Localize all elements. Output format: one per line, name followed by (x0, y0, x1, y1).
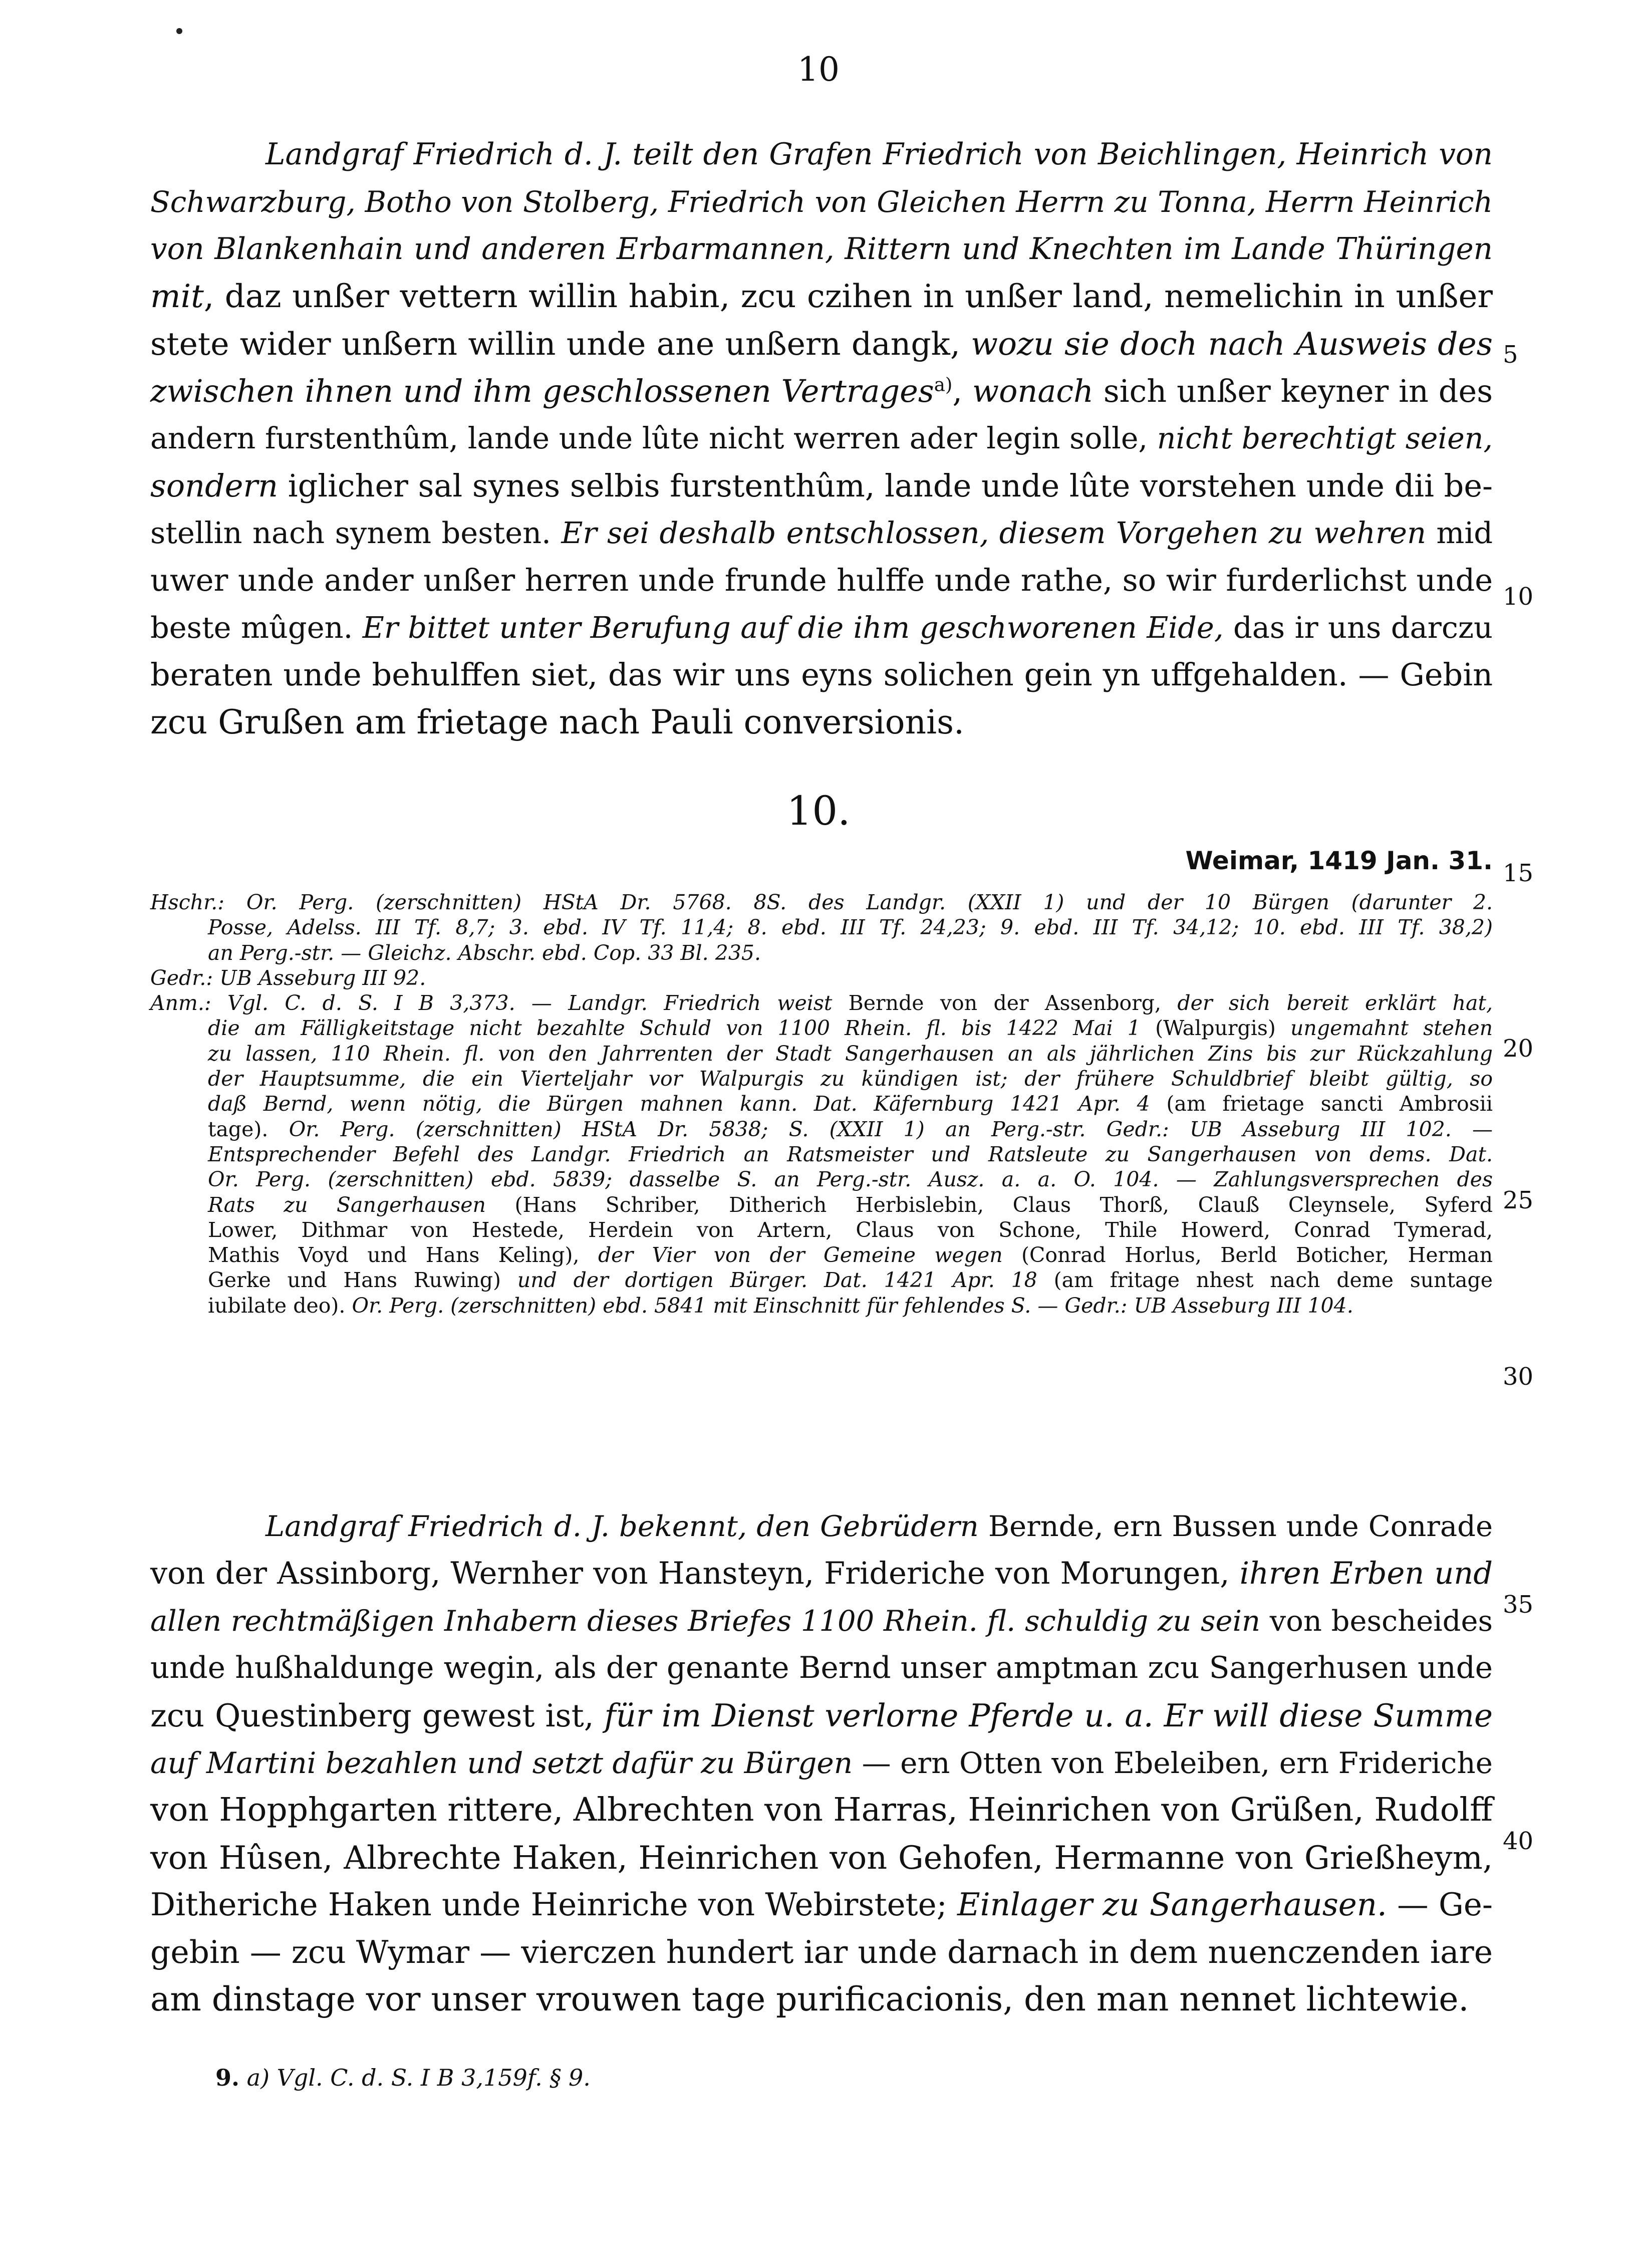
source-text: Gerke und Hans Ruwing) (208, 1268, 517, 1293)
editorial-text: Schwarzburg, Botho von Stolberg, Friedrich von Gleichen Herrn zu Tonna, Herrn Heinrich (150, 185, 1493, 219)
source-text: Bernde, ern Bussen unde Conrade (978, 1509, 1493, 1543)
text-line (150, 1787, 1493, 1834)
source-text: — Ge- (1387, 1886, 1493, 1923)
line-number-5: 5 (1503, 341, 1518, 369)
line-number-25: 25 (1503, 1186, 1534, 1214)
source-text: (Walpurgis) (1140, 1016, 1291, 1041)
text-line (150, 510, 1493, 557)
source-text: (am fritage nhest nach deme suntage (1037, 1268, 1493, 1293)
note-line (150, 1142, 1493, 1167)
editorial-text: nicht berechtigt seien, (1157, 421, 1493, 456)
source-text: Ditheriche Haken unde Heinriche von Webirstete; (150, 1886, 957, 1923)
source-text: das ir uns darczu (1223, 610, 1493, 645)
editorial-text: Gedr.: UB Asseburg III 92. (150, 965, 426, 990)
text-line (150, 1550, 1493, 1597)
note-line (150, 1242, 1493, 1268)
source-text: (Conrad Horlus, Berld Boticher, Herman (1002, 1243, 1493, 1268)
source-text: von Hûsen, Albrechte Haken, Heinrichen von Gehofen, Hermanne von Grießheym, (150, 1839, 1493, 1876)
editorial-text: Anm.: Vgl. C. d. S. I B 3,373. — Landgr. Friedrich weist (150, 991, 833, 1016)
source-text: von bescheides (1260, 1604, 1493, 1638)
editorial-text: zwischen ihnen und ihm geschlossenen Vertrages (150, 372, 934, 409)
source-text: Lower, Dithmar von Hestede, Herdein von Artern, Claus von Schone, Thile Howerd, Conrad Tymerad, (208, 1217, 1493, 1242)
note-line (150, 1066, 1493, 1091)
editorial-text: Rats zu Sangerhausen (208, 1192, 486, 1217)
editorial-text: wozu sie doch nach Ausweis des (971, 325, 1493, 362)
text-line (150, 699, 1493, 746)
editorial-text: daß Bernd, wenn nötig, die Bürgen mahnen kann. Dat. Käfernburg 1421 Apr. 4 (208, 1092, 1150, 1116)
editorial-text: die am Fälligkeitstage nicht bezahlte Schuld von 1100 Rhein. fl. bis 1422 Mai 1 (208, 1016, 1141, 1041)
editorial-text: Hschr.: Or. Perg. (zerschnitten) HStA Dr. 5768. 8S. des Landgr. (XXII 1) und der 10 Bürgen (darunter 2. (150, 890, 1493, 914)
line-number-20: 20 (1503, 1035, 1534, 1063)
text-line (150, 1929, 1493, 1976)
text-line (150, 604, 1493, 651)
source-text: andern furstenthûm, lande unde lûte nicht werren ader legin solle, (150, 421, 1157, 456)
editorial-text: Er bittet unter Berufung auf die ihm geschworenen Eide, (362, 610, 1224, 645)
source-text: unde hußhaldunge wegin, als der genante Bernd unser amptman zcu Sangerhusen unde (150, 1651, 1493, 1686)
editorial-text: Or. Perg. (zerschnitten) ebd. 5839; dasselbe S. an Perg.-str. Ausz. a. a. O. 104. — Zahlungsversprechen des (208, 1167, 1493, 1192)
source-text: beste mûgen. (150, 610, 363, 645)
text-line (150, 557, 1493, 604)
text-line (150, 651, 1493, 698)
editorial-text: für im Dienst verlorne Pferde u. a. Er will diese Summe (604, 1697, 1493, 1734)
source-text: uwer unde ander unßer herren unde frunde hulffe unde rathe, so wir furderlichst unde (150, 563, 1493, 598)
source-text: tage). (208, 1117, 289, 1141)
note-line (150, 915, 1493, 940)
ink-speck (176, 28, 182, 34)
editorial-text: an Perg.-str. — Gleichz. Abschr. ebd. Cop. 33 Bl. 235. (208, 940, 761, 965)
line-number-15: 15 (1503, 859, 1534, 887)
editorial-text: der sich bereit erklärt hat, (1177, 991, 1493, 1016)
note-line (150, 1217, 1493, 1242)
source-text: (Hans Schriber, Ditherich Herbislebin, Claus Thorß, Clauß Cleynsele, Syferd (485, 1192, 1493, 1217)
source-text: von Hopphgarten rittere, Albrechten von Harras, Heinrichen von Grüßen, Rudolff (150, 1791, 1493, 1829)
text-line (150, 1503, 1493, 1550)
editorial-text: Or. Perg. (zerschnitten) HStA Dr. 5838; S. (XXII 1) an Perg.-str. Gedr.: UB Asseburg III 102. (289, 1117, 1452, 1141)
editorial-text: ihren Erben und (1239, 1556, 1493, 1592)
editorial-text: Landgraf Friedrich d. J. bekennt, den Gebrüdern (265, 1509, 979, 1543)
note-line (150, 990, 1493, 1016)
text-line (150, 1692, 1493, 1739)
source-text: sich unßer keyner in des (1093, 372, 1493, 409)
line-number-40: 40 (1503, 1827, 1534, 1855)
editorial-text: Einlager zu Sangerhausen. (957, 1886, 1387, 1923)
text-line (150, 1645, 1493, 1692)
editorial-text: wonach (972, 372, 1094, 409)
note-line (150, 1117, 1493, 1142)
line-number-10: 10 (1503, 583, 1534, 611)
page-number: 10 (797, 50, 840, 89)
text-line (150, 368, 1493, 415)
note-line (150, 890, 1493, 915)
editorial-text: zu lassen, 110 Rhein. fl. von den Jahrrenten der Stadt Sangerhausen an als jährlichen Zins bis zur Rückzahlung (208, 1041, 1493, 1066)
regest-9 (150, 131, 1493, 746)
note-line (150, 1091, 1493, 1116)
footnote-text: a) Vgl. C. d. S. I B 3,159f. § 9. (246, 2064, 591, 2091)
source-text: stete wider unßern willin unde ane unßern dangk, (150, 325, 971, 362)
footnote-marker: a) (934, 373, 953, 396)
editorial-text: allen rechtmäßigen Inhabern dieses Briefes 1100 Rhein. fl. schuldig zu sein (150, 1604, 1261, 1638)
editorial-text: Landgraf Friedrich d. J. teilt den Grafen Friedrich von Beichlingen, Heinrich von (265, 137, 1493, 172)
source-text: Mathis Voyd und Hans Keling), (208, 1243, 598, 1268)
document-number: 10. (786, 788, 851, 834)
editorial-text: Er sei deshalb entschlossen, diesem Vorgehen zu wehren (561, 516, 1426, 551)
editorial-text: Or. Perg. (zerschnitten) ebd. 5841 mit Einschnitt für fehlendes S. — Gedr.: UB Asseburg III 104. (352, 1293, 1353, 1318)
line-number-35: 35 (1503, 1591, 1534, 1619)
source-notes (150, 890, 1493, 1318)
editorial-text: von Blankenhain und anderen Erbarmannen, Rittern und Knechten im Lande Thüringen (150, 231, 1493, 267)
note-line (150, 1293, 1493, 1318)
source-text: — (1451, 1117, 1493, 1141)
text-line (150, 178, 1493, 225)
note-line (150, 1167, 1493, 1192)
source-text: von der Assinborg, Wernher von Hansteyn, Frideriche von Morungen, (150, 1556, 1240, 1592)
date-place: Weimar, 1419 Jan. 31. (1185, 846, 1493, 875)
text-line (150, 131, 1493, 178)
source-text: — ern Otten von Ebeleiben, ern Frideriche (853, 1745, 1493, 1780)
text-line (150, 321, 1493, 368)
text-line (150, 462, 1493, 510)
source-text: gebin — zcu Wymar — vierczen hundert iar unde darnach in dem nuenczenden iare (150, 1933, 1493, 1970)
source-text: (am frietage sancti Ambrosii (1150, 1092, 1493, 1116)
regest-10 (150, 1503, 1493, 2023)
editorial-text: der Hauptsumme, die ein Vierteljahr vor Walpurgis zu kündigen ist; der frühere Schuldbrief bleibt gültig, so (208, 1067, 1493, 1091)
line-number-30: 30 (1503, 1363, 1534, 1391)
text-line (150, 1739, 1493, 1787)
editorial-text: Posse, Adelss. III Tf. 8,7; 3. ebd. IV Tf. 11,4; 8. ebd. III Tf. 24,23; 9. ebd. III Tf. 34,12; 10. ebd. III Tf. 38,2) (208, 915, 1493, 940)
note-line (150, 1268, 1493, 1293)
source-text: zcu Questinberg gewest ist, (150, 1697, 605, 1734)
source-text: mid (1426, 516, 1493, 551)
text-line (150, 1598, 1493, 1645)
note-line (150, 940, 1493, 965)
editorial-text: mit (150, 278, 204, 316)
source-text: Bernde von der Assenborg, (832, 991, 1178, 1016)
text-line (150, 226, 1493, 273)
note-line (150, 1192, 1493, 1217)
editorial-text: auf Martini bezahlen und setzt dafür zu Bürgen (150, 1745, 853, 1780)
source-text: zcu Grußen am frietage nach Pauli conversionis. (150, 702, 964, 741)
text-line (150, 1976, 1493, 2023)
editorial-text: sondern (150, 467, 279, 504)
source-text: iglicher sal synes selbis furstenthûm, lande unde lûte vorstehen unde dii be- (278, 467, 1493, 504)
text-line (150, 1834, 1493, 1881)
editorial-text: ungemahnt stehen (1290, 1016, 1493, 1041)
source-text: stellin nach synem besten. (150, 516, 562, 551)
source-text: beraten unde behulffen siet, das wir uns eyns solichen gein yn uffgehalden. — Gebin (150, 656, 1493, 693)
text-line (150, 273, 1493, 320)
text-line (150, 415, 1493, 462)
source-text: am dinstage vor unser vrouwen tage purificacionis, den man nennet lichtewie. (150, 1979, 1469, 2019)
editorial-text: Entsprechender Befehl des Landgr. Friedrich an Ratsmeister und Ratsleute zu Sangerhausen von dems. Dat. (208, 1142, 1493, 1166)
editorial-text: und der dortigen Bürger. Dat. 1421 Apr. 18 (517, 1268, 1037, 1293)
footnote (215, 2064, 591, 2091)
footnote-label: 9. (215, 2064, 240, 2091)
note-line (150, 1041, 1493, 1066)
source-text: , daz unßer vettern willin habin, zcu czihen in unßer land, nemelichin in unßer (203, 278, 1493, 316)
source-text: iubilate deo). (208, 1293, 352, 1318)
source-text: , (952, 372, 973, 409)
note-line (150, 1016, 1493, 1041)
text-line (150, 1881, 1493, 1928)
editorial-text: der Vier von der Gemeine wegen (598, 1243, 1003, 1268)
note-line (150, 965, 1493, 990)
